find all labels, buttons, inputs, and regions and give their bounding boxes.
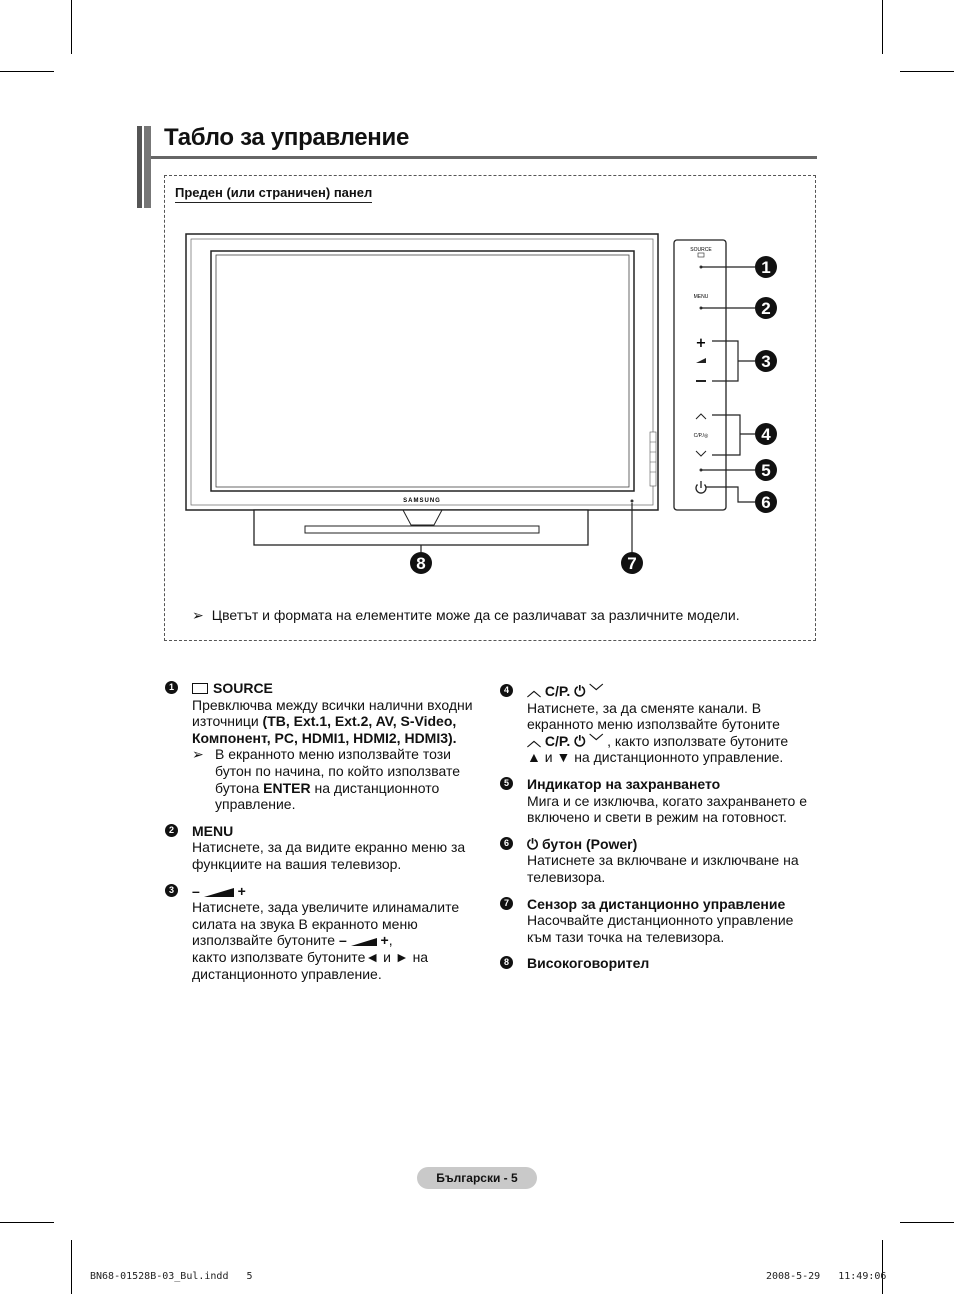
side-button-strip <box>650 432 656 486</box>
note-arrow-icon: ➢ <box>192 607 204 623</box>
item-text: силата на звука В екранното меню <box>192 915 418 932</box>
item-text: дистанционното управление. <box>192 965 382 982</box>
item-6 <box>500 836 820 886</box>
item-number: 5 <box>500 777 513 790</box>
item-number: 3 <box>165 884 178 897</box>
item-number: 7 <box>500 897 513 910</box>
item-text: Натиснете, зада увеличите илинамалите <box>192 899 460 916</box>
item-7 <box>500 896 820 946</box>
item-number: 1 <box>165 681 178 694</box>
source-mini-label: SOURCE <box>690 247 712 253</box>
item-3 <box>165 883 475 983</box>
item-text: използвайте бутоните – +, <box>192 932 393 949</box>
source-icon <box>192 683 208 694</box>
model-note <box>192 607 740 624</box>
svg-text:3: 3 <box>761 352 771 371</box>
svg-text:8: 8 <box>416 554 426 573</box>
item-text: Натиснете за включване и изключване на <box>527 852 799 869</box>
item-text: към тази точка на телевизора. <box>527 928 725 945</box>
item-text: екранното меню използвайте бутоните <box>527 716 780 733</box>
item-heading: Високоговорител <box>527 955 650 972</box>
vol-plus-icon: + <box>695 336 707 351</box>
chevron-up-icon: ︿ <box>527 732 541 749</box>
item-2 <box>165 823 475 873</box>
item-heading: – + <box>192 882 246 899</box>
item-text: както използвате бутоните◄ и ► на <box>192 948 429 965</box>
power-icon: ⏻ <box>574 732 586 749</box>
brand-logo: SAMSUNG <box>403 498 441 504</box>
item-heading: Индикатор на захранването <box>527 775 721 792</box>
ch-mini-label: C/P./◎ <box>693 433 709 439</box>
chevron-up-icon: ︿ <box>527 683 541 699</box>
chevron-down-icon: ﹀ <box>589 683 604 699</box>
note-arrow-icon: ➢ <box>192 746 204 763</box>
volume-ramp-icon <box>351 938 377 946</box>
item-text: включено и свети в режим на готовност. <box>527 809 787 826</box>
item-number: 4 <box>500 684 513 697</box>
svg-text:5: 5 <box>761 461 771 480</box>
item-number: 2 <box>165 824 178 837</box>
stand-base <box>305 526 539 533</box>
item-text: телевизора. <box>527 868 606 885</box>
item-1 <box>165 680 475 813</box>
svg-text:4: 4 <box>761 425 771 444</box>
item-subnote: ➢ В екранното меню използвайте този бутон по начина, по който използвате бутона ENTER на дистанционното управление. <box>192 746 461 813</box>
item-text: Компонент, PC, HDMI1, HDMI2, HDMI3). <box>192 729 457 746</box>
tv-screen <box>211 251 634 491</box>
page-number-badge: Български - 5 <box>417 1167 537 1189</box>
item-heading: Сензор за дистанционно управление <box>527 895 786 912</box>
power-icon: ⏻ <box>574 683 586 699</box>
item-text: ▲ и ▼ на дистанционното управление. <box>527 749 784 766</box>
item-text: ︿ C/P. ⏻ ﹀ , както използвате бутоните <box>527 732 789 749</box>
panel-subtitle: Преден (или страничен) панел <box>175 185 372 203</box>
item-text: функциите на вашия телевизор. <box>192 855 402 872</box>
item-text: Превключва между всички налични входни <box>192 696 473 713</box>
item-heading: ⏻ бутон (Power) <box>527 835 638 852</box>
power-icon: ⏻ <box>527 835 539 852</box>
print-slug-right: 2008-5-29 11:49:06 <box>766 1271 887 1282</box>
item-8 <box>500 955 820 972</box>
item-4 <box>500 683 820 766</box>
item-number: 6 <box>500 837 513 850</box>
volume-ramp-icon <box>204 888 234 897</box>
item-heading: SOURCE <box>192 680 475 697</box>
note-text: Цветът и формата на елементите може да се различават за различните модели. <box>211 607 740 623</box>
remote-sensor-dot <box>631 500 634 503</box>
item-5 <box>500 776 820 826</box>
menu-mini-label: MENU <box>693 294 709 300</box>
item-text: Мига и се изключва, когато захранването е <box>527 792 807 809</box>
item-text: източници (ТВ, Ext.1, Ext.2, AV, S-Video, <box>192 713 457 730</box>
item-text: Натиснете, за да видите екранно меню за <box>192 839 466 856</box>
item-heading: ︿ C/P. ⏻ ﹀ <box>527 683 604 699</box>
item-heading: MENU <box>192 822 234 839</box>
chevron-down-icon: ﹀ <box>589 732 604 749</box>
right-column <box>500 683 820 982</box>
svg-text:2: 2 <box>761 299 771 318</box>
vol-minus-icon <box>696 380 706 382</box>
svg-text:1: 1 <box>761 258 771 277</box>
item-text: Насочвайте дистанционното управление <box>527 912 794 929</box>
left-column <box>165 680 475 992</box>
svg-text:7: 7 <box>627 554 637 573</box>
item-text: Натиснете, за да сменяте канали. В <box>527 699 762 716</box>
item-number: 8 <box>500 956 513 969</box>
page-title: Табло за управление <box>164 124 409 151</box>
svg-text:6: 6 <box>761 493 771 512</box>
print-slug-left: BN68-01528B-03_Bul.indd 5 <box>90 1271 253 1282</box>
